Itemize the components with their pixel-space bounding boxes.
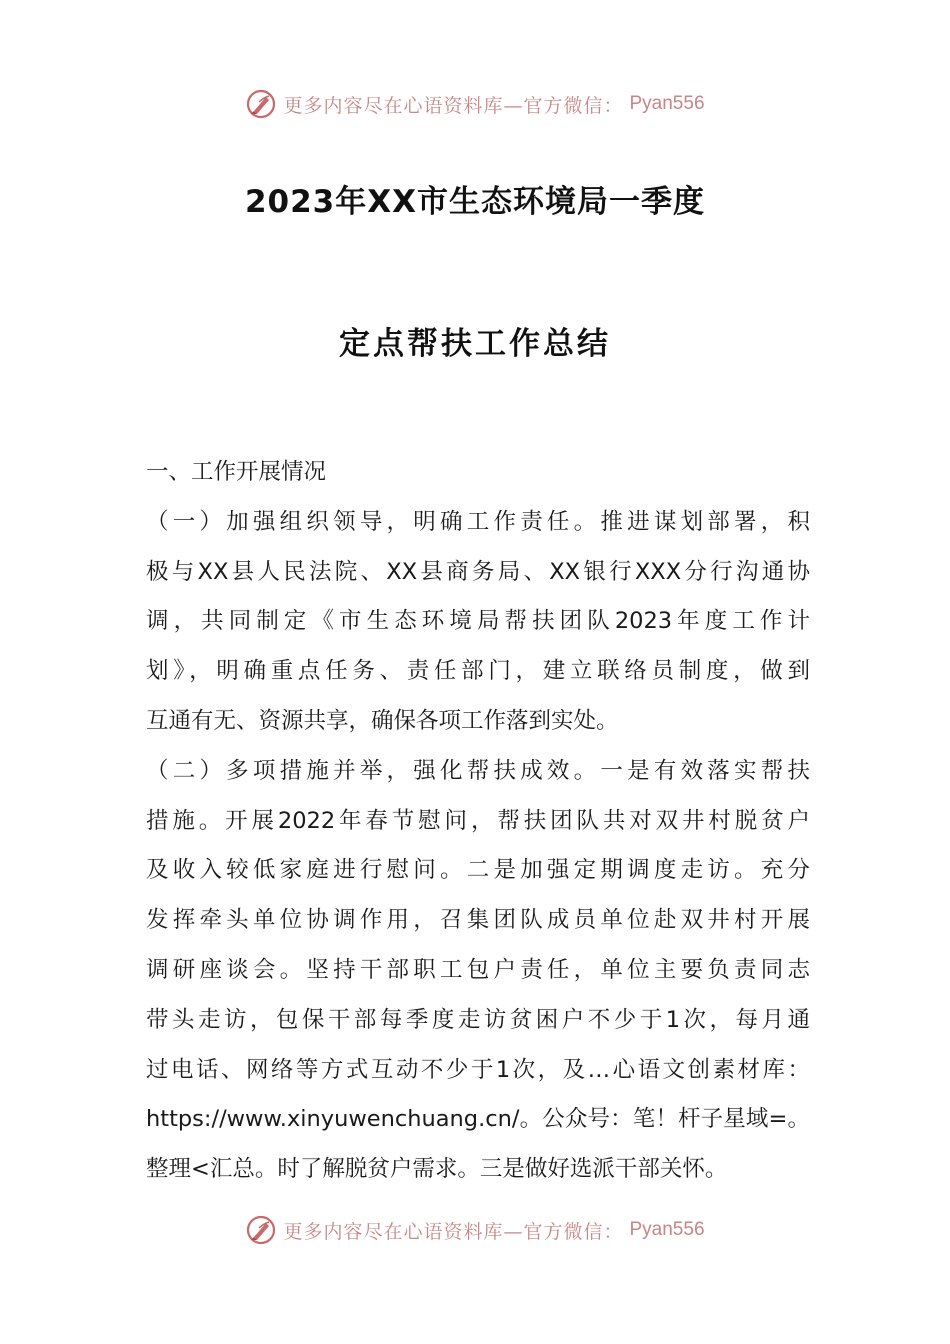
document-title-line-1: 2023年XX市生态环境局一季度 <box>244 184 706 220</box>
paragraph-line: （二）多项措施并举，强化帮扶成效。一是有效落实帮扶 <box>146 757 810 784</box>
paragraph-line: 调，共同制定《市生态环境局帮扶团队2023年度工作计 <box>146 608 810 635</box>
paragraph-line: 带头走访，包保干部每季度走访贫困户不少于1次，每月通 <box>146 1006 810 1033</box>
paragraph-line: 措施。开展2022年春节慰问，帮扶团队共对双井村脱贫户 <box>146 807 810 834</box>
watermark-account: Pyan556 <box>629 1219 705 1240</box>
footer-watermark <box>0 1210 950 1250</box>
header-watermark <box>0 84 950 124</box>
document-title-line-2: 定点帮扶工作总结 <box>339 326 611 362</box>
paragraph-line: https://www.xinyuwenchuang.cn/。公众号：笔！杆子星域=。 <box>146 1106 810 1133</box>
watermark-account: Pyan556 <box>629 93 705 114</box>
paragraph-line: 调研座谈会。坚持干部职工包户责任，单位主要负责同志 <box>146 956 810 983</box>
watermark-text: 更多内容尽在心语资料库—官方微信： <box>283 1220 624 1243</box>
pen-logo-icon <box>245 88 277 120</box>
paragraph-line: 互通有无、资源共享，确保各项工作落到实处。 <box>146 707 619 734</box>
watermark-text: 更多内容尽在心语资料库—官方微信： <box>283 94 624 117</box>
paragraph-line: 划》，明确重点任务、责任部门，建立联络员制度，做到 <box>146 658 810 685</box>
paragraph-line: 发挥牵头单位协调作用，召集团队成员单位赴双井村开展 <box>146 907 810 934</box>
section-heading: 一、工作开展情况 <box>146 459 327 485</box>
paragraph-line: 过电话、网络等方式互动不少于1次，及…心语文创素材库： <box>146 1056 810 1083</box>
paragraph-line: （一）加强组织领导，明确工作责任。推进谋划部署，积 <box>146 508 810 535</box>
paragraph-line: 整理<汇总。时了解脱贫户需求。三是做好选派干部关怀。 <box>146 1156 728 1183</box>
paragraph-line: 极与XX县人民法院、XX县商务局、XX银行XXX分行沟通协 <box>146 558 810 585</box>
document-body <box>146 448 810 1195</box>
pen-logo-icon <box>245 1214 277 1246</box>
paragraph-line: 及收入较低家庭进行慰问。二是加强定期调度走访。充分 <box>146 857 810 884</box>
